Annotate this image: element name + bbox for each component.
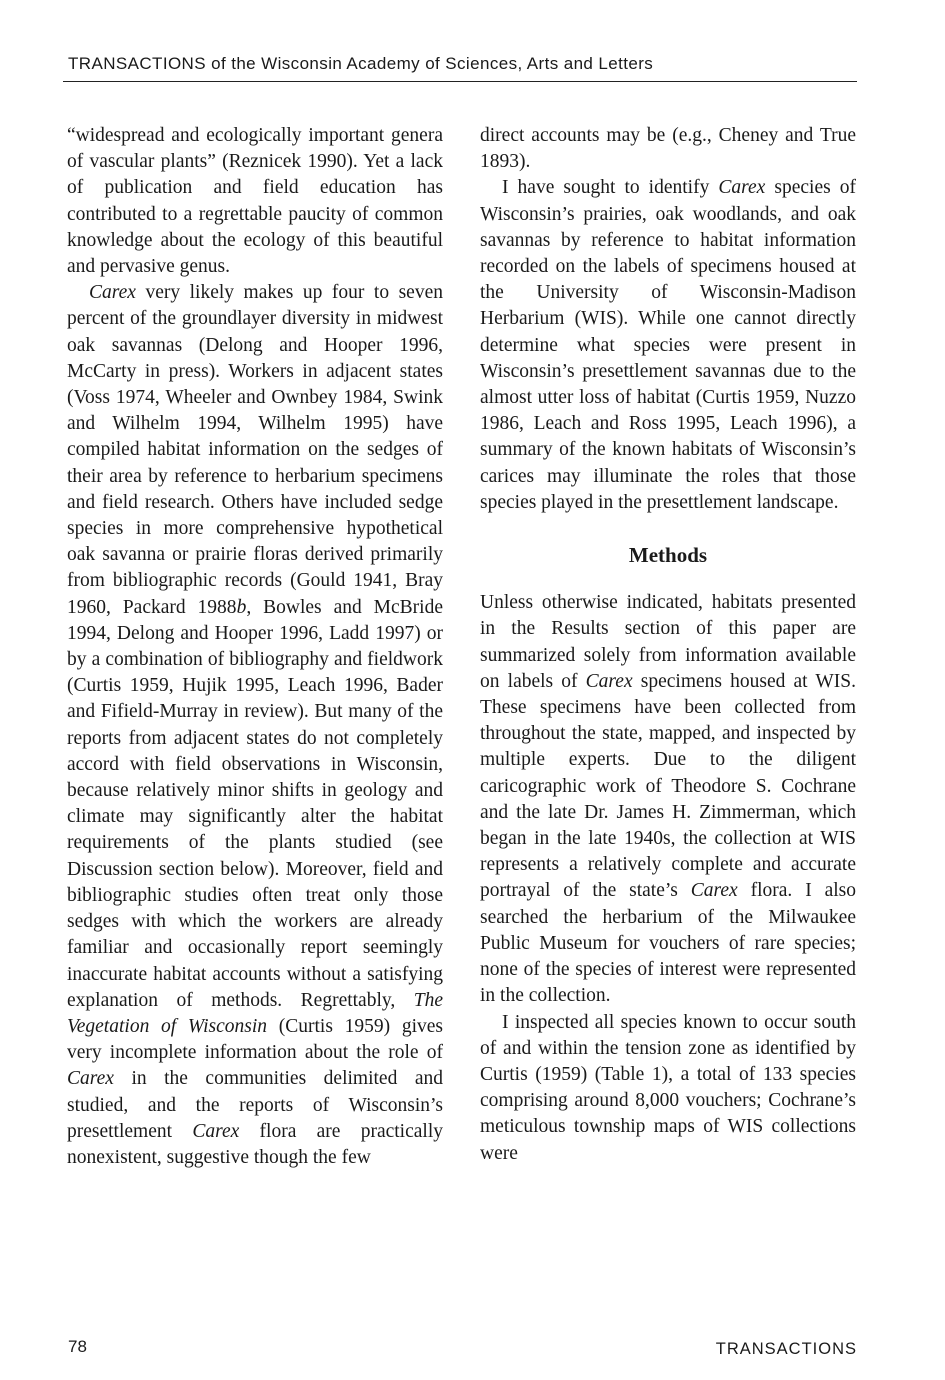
right-column (480, 123, 856, 1167)
paragraph: direct accounts may be (e.g., Cheney and True 1893). (480, 125, 856, 173)
left-column (67, 123, 443, 1171)
section-heading: Methods (628, 543, 708, 568)
paragraph: I have sought to identify Carex species of Wisconsin’s prairies, oak woodlands, and oak savannas by reference to habitat information recorded on the labels of specimens housed at the University of Wisconsin-Madison Herbarium (WIS). While one cannot directly determine what species were present in Wisconsin’s presettlement savannas due to the almost utter loss of habitat (Curtis 1959, Nuzzo 1986, Leach and Ross 1995, Leach 1996), a summary of the known habitats of Wisconsin’s carices may illuminate the roles that those species played in the presettlement landscape. (480, 177, 856, 513)
footer-journal-title: TRANSACTIONS (715, 1340, 857, 1358)
paragraph: Carex very likely makes up four to seven percent of the groundlayer diversity in midwest oak savannas (Delong and Hooper 1996, McCarty in press). Workers in adjacent states (Voss 1974, Wheeler and Ownbey 1984, Swink and Wilhelm 1994, Wilhelm 1995) have compiled habitat information on the sedges of their area by reference to herbarium specimens and field research. Others have included sedge species in more comprehensive hypothetical oak savanna or prairie floras derived primarily from bibliographic records (Gould 1941, Bray 1960, Packard 1988b, Bowles and McBride 1994, Delong and Hooper 1996, Ladd 1997) or by a combination of bibliography and fieldwork (Curtis 1959, Hujik 1995, Leach 1996, Bader and Fifield-Murray in review). But many of the reports from adjacent states do not completely accord with field observations in Wisconsin, because relatively minor shifts in geology and climate may significantly alter the habitat requirements of the plants studied (see Discussion section below). Moreover, field and bibliographic studies often treat only those sedges with which the workers are already familiar and occasionally report seemingly inaccurate habitat accounts without a satisfying explanation of methods. Regrettably, The Vegetation of Wisconsin (Curtis 1959) gives very incomplete information about the role of Carex in the communities delimited and studied, and the reports of Wisconsin’s presettlement Carex flora are practically nonexistent, suggestive though the few (67, 282, 443, 1168)
paragraph: I inspected all species known to occur south of and within the tension zone as identified by Curtis (1959) (Table 1), a total of 133 species comprising around 8,000 vouchers; Cochrane’s meticulous township maps of WIS collections were (480, 1011, 856, 1164)
running-head: TRANSACTIONS of the Wisconsin Academy of Sciences, Arts and Letters (68, 54, 654, 73)
header-rule (63, 81, 857, 82)
page-number: 78 (68, 1337, 87, 1356)
paragraph: “widespread and ecologically important genera of vascular plants” (Reznicek 1990). Yet a lack of publication and field education has contributed to a regrettable paucity of common knowledge about the ecology of this beautiful and pervasive genus. (67, 125, 443, 278)
paragraph: Unless otherwise indicated, habitats presented in the Results section of this paper are summarized solely from information available on labels of Carex specimens housed at WIS. These specimens have been collected from throughout the state, mapped, and inspected by multiple experts. Due to the diligent caricographic work of Theodore S. Cochrane and the late Dr. James H. Zimmerman, which began in the late 1940s, the collection at WIS represents a relatively complete and accurate portrayal of the state’s Carex flora. I also searched the herbarium of the Milwaukee Public Museum for vouchers of rare species; none of the species of interest were represented in the collection. (480, 592, 857, 1007)
